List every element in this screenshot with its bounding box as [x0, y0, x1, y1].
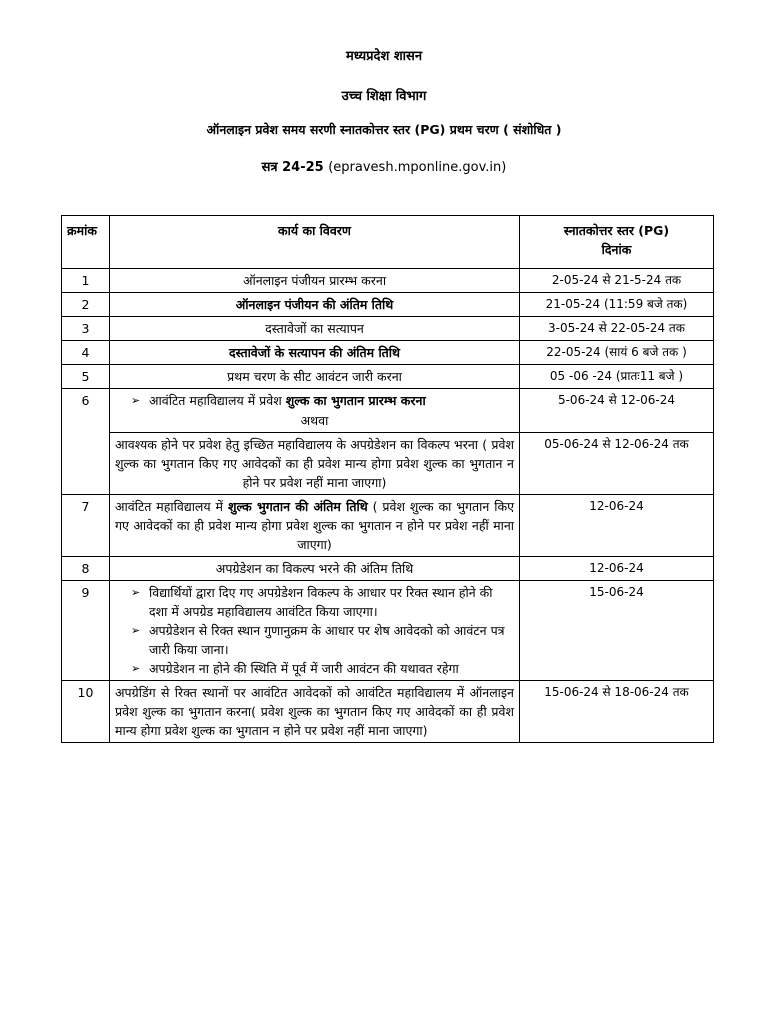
row-description: अपग्रेडिंग से रिक्त स्थानों पर आवंटित आवेदकों को आवंटित महाविद्यालय में ऑनलाइन प्रवेश शुल्क का भुगतान करना( प्रवेश शुल्क का भुगतान किए गए आवेदकों का ही प्रवेश मान्य होगा प्रवेश शुल्क का भुगतान न होने पर प्रवेश नहीं माना जाएगा) — [110, 681, 520, 743]
row-date: 12-06-24 — [520, 557, 714, 581]
header-session — [0, 157, 768, 175]
row-number: 6 — [62, 389, 110, 495]
col-header-description: कार्य का विवरण — [110, 216, 520, 269]
row-date: 15-06-24 से 18-06-24 तक — [520, 681, 714, 743]
table-row — [62, 389, 714, 433]
table-row — [62, 581, 714, 681]
row-number: 1 — [62, 269, 110, 293]
row-number: 2 — [62, 293, 110, 317]
row-number: 7 — [62, 495, 110, 557]
row-number: 9 — [62, 581, 110, 681]
table-row — [62, 681, 714, 743]
row-number: 3 — [62, 317, 110, 341]
col-header-date-line2: दिनांक — [601, 242, 632, 257]
row-description: आवंटित महाविद्यालय में शुल्क भुगतान की अंतिम तिथि ( प्रवेश शुल्क का भुगतान किए गए आवेदकों का ही प्रवेश मान्य होगा प्रवेश शुल्क का भुगतान न होने पर प्रवेश नहीं माना जाएगा) — [110, 495, 520, 557]
table-row — [62, 365, 714, 389]
col-header-number: क्रमांक — [62, 216, 110, 269]
row-description — [110, 389, 520, 433]
table-row — [62, 433, 714, 495]
list-item: ➢ अपग्रेडेशन से रिक्त स्थान गुणानुक्रम के आधार पर शेष आवेदको को आवंटन पत्र जारी किया जाना। — [115, 621, 514, 659]
list-item: ➢ अपग्रेडेशन ना होने की स्थिति में पूर्व में जारी आवंटन की यथावत रहेगा — [115, 659, 514, 678]
col-header-date — [520, 216, 714, 269]
row-description: दस्तावेजों का सत्यापन — [110, 317, 520, 341]
row-date: 22-05-24 (सायं 6 बजे तक ) — [520, 341, 714, 365]
row-number: 10 — [62, 681, 110, 743]
row-date: 15-06-24 — [520, 581, 714, 681]
website-link[interactable]: (epravesh.mponline.gov.in) — [328, 160, 507, 175]
row-description: दस्तावेजों के सत्यापन की अंतिम तिथि — [110, 341, 520, 365]
table-header-row — [62, 216, 714, 269]
row-description — [110, 581, 520, 681]
row-date: 05-06-24 से 12-06-24 तक — [520, 433, 714, 495]
row-number: 8 — [62, 557, 110, 581]
row-description: प्रथम चरण के सीट आवंटन जारी करना — [110, 365, 520, 389]
row-date: 2-05-24 से 21-5-24 तक — [520, 269, 714, 293]
row-description: ऑनलाइन पंजीयन प्रारम्भ करना — [110, 269, 520, 293]
row-description: ऑनलाइन पंजीयन की अंतिम तिथि — [110, 293, 520, 317]
list-item: ➢ आवंटित महाविद्यालय में प्रवेश शुल्क का भुगतान प्रारम्भ करना — [115, 391, 514, 410]
row-date: 12-06-24 — [520, 495, 714, 557]
bullet-list — [115, 583, 514, 678]
table-row — [62, 341, 714, 365]
table-row — [62, 557, 714, 581]
header-department: उच्च शिक्षा विभाग — [341, 89, 427, 104]
bullet-list — [115, 391, 514, 410]
table-row — [62, 317, 714, 341]
row-date: 21-05-24 (11:59 बजे तक) — [520, 293, 714, 317]
or-separator: अथवा — [300, 413, 329, 428]
row-number: 5 — [62, 365, 110, 389]
table-row — [62, 269, 714, 293]
table-row — [62, 293, 714, 317]
row-date: 3-05-24 से 22-05-24 तक — [520, 317, 714, 341]
header-title: ऑनलाइन प्रवेश समय सरणी स्नातकोत्तर स्तर (PG) प्रथम चरण ( संशोधित ) — [206, 122, 562, 137]
row-date: 05 -06 -24 (प्रातः11 बजे ) — [520, 365, 714, 389]
row-description: आवश्यक होने पर प्रवेश हेतु इच्छित महाविद्यालय के अपग्रेडेशन का विकल्प भरना ( प्रवेश शुल्क का भुगतान किए गए आवेदकों का ही प्रवेश मान्य होगा प्रवेश शुल्क का भुगतान न होने पर प्रवेश नहीं माना जाएगा) — [110, 433, 520, 495]
table-row — [62, 495, 714, 557]
list-item: ➢ विद्यार्थियों द्वारा दिए गए अपग्रेडेशन विकल्प के आधार पर रिक्त स्थान होने की दशा में अपग्रेड महाविद्यालय आवंटित किया जाएगा। — [115, 583, 514, 621]
schedule-table — [61, 215, 714, 743]
col-header-date-line1: स्नातकोत्तर स्तर (PG) — [563, 223, 670, 238]
row-date: 5-06-24 से 12-06-24 — [520, 389, 714, 433]
row-description: अपग्रेडेशन का विकल्प भरने की अंतिम तिथि — [110, 557, 520, 581]
session-label: सत्र 24-25 — [261, 160, 324, 175]
header-government: मध्यप्रदेश शासन — [345, 49, 423, 64]
row-number: 4 — [62, 341, 110, 365]
